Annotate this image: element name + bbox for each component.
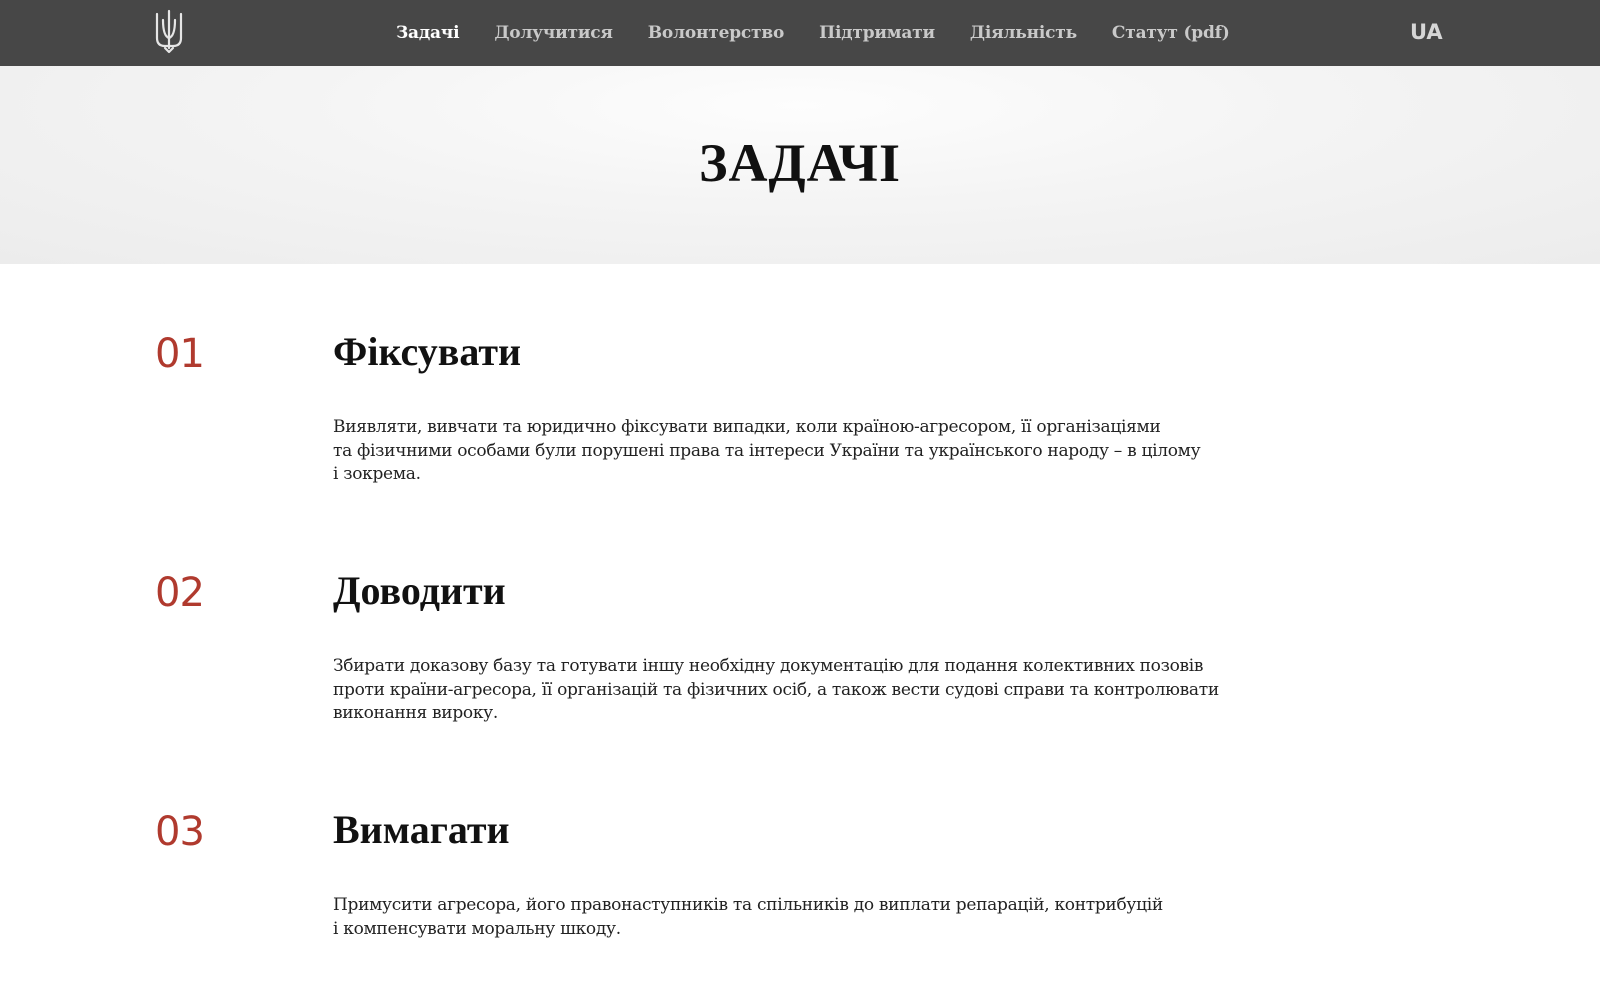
nav-item-statute-pdf[interactable]: Статут (pdf)	[1111, 23, 1230, 43]
trident-icon	[153, 8, 185, 54]
nav-item-tasks[interactable]: Задачі	[396, 23, 460, 43]
language-switcher[interactable]: UA	[1410, 20, 1443, 44]
task-number: 03	[155, 809, 204, 855]
top-navbar	[0, 0, 1600, 66]
task-title: Фіксувати	[333, 329, 522, 374]
task-description: Збирати доказову базу та готувати іншу необхідну документацію для подання колективних позовів проти країни-агресора, її організацій та фізичних осіб, а також вести судові справи та контролювати виконання вироку.	[333, 656, 1219, 723]
main-menu	[396, 0, 1265, 66]
nav-item-activity[interactable]: Діяльність	[969, 23, 1077, 43]
task-title: Доводити	[333, 568, 506, 613]
page-title: ЗАДАЧІ	[698, 133, 902, 193]
hero-banner	[0, 66, 1600, 264]
task-number: 02	[155, 570, 204, 616]
nav-item-support[interactable]: Підтримати	[819, 23, 935, 43]
nav-item-volunteering[interactable]: Волонтерство	[647, 23, 785, 43]
task-description: Примусити агресора, його правонаступників та спільників до виплати репарацій, контрибуцій і компенсувати моральну шкоду.	[333, 895, 1163, 939]
task-number: 01	[155, 331, 204, 377]
task-description: Виявляти, вивчати та юридично фіксувати випадки, коли країною-агресором, її організаціями та фізичними особами були порушені права та інтереси України та українського народу – в цілому і зокрема.	[333, 417, 1201, 484]
task-title: Вимагати	[333, 807, 510, 852]
nav-item-join[interactable]: Долучитися	[494, 23, 613, 43]
trident-logo-icon[interactable]	[153, 8, 185, 54]
